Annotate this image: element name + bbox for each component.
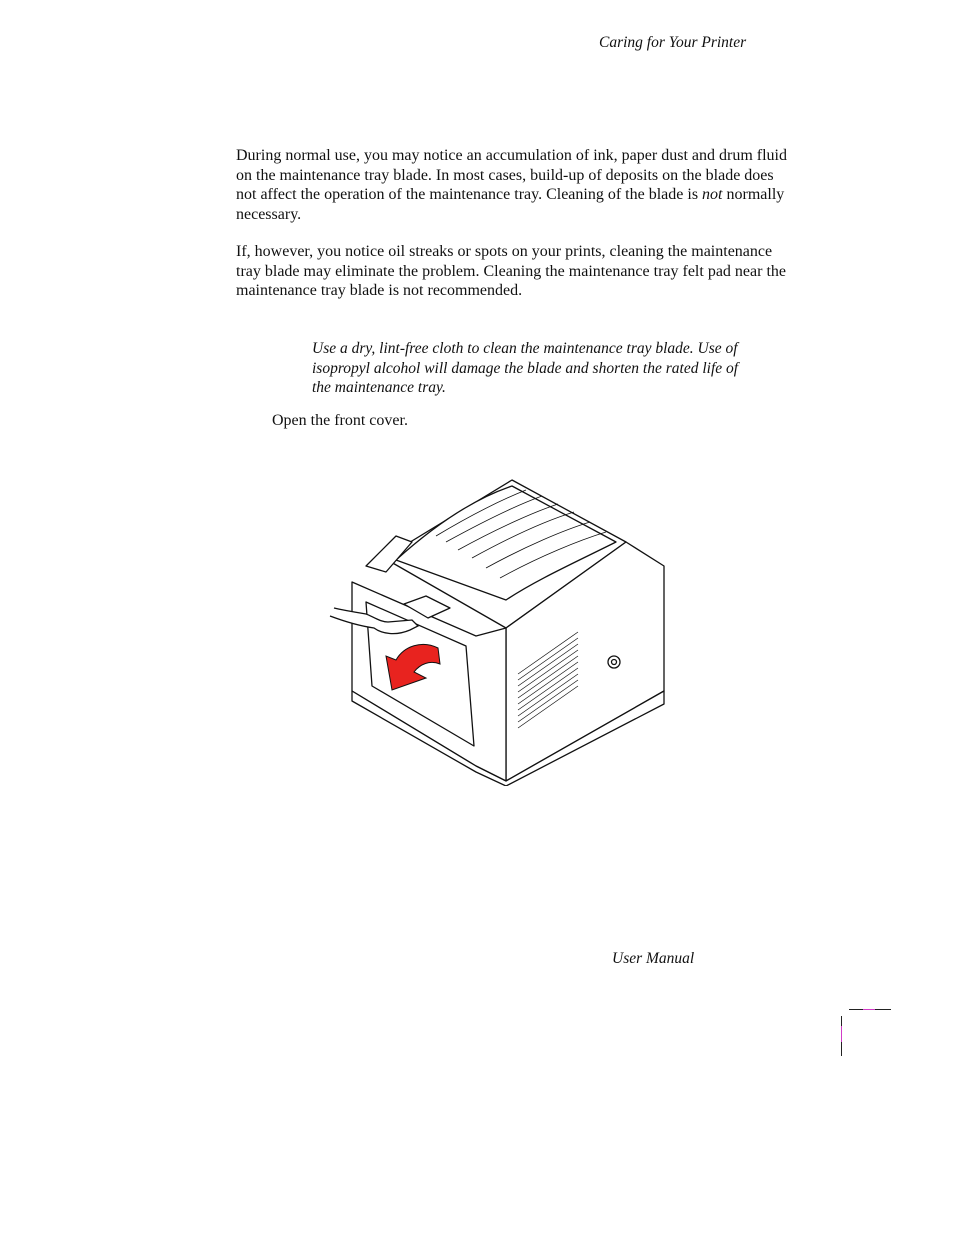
paragraph-text-end: normally necessary. (236, 186, 785, 223)
emphasis-not: not (702, 186, 723, 203)
running-footer: User Manual (612, 950, 695, 967)
paragraph-text: During normal use, you may notice an accumulation of ink, paper dust and drum fluid on the maintenance tray blade. In most cases, build-up of deposits on the blade does not affect the operation of the maintenance tray. Cleaning of the blade is (236, 147, 787, 203)
paragraph-blade-buildup (236, 146, 796, 224)
page-tab-marker-accent (841, 1026, 842, 1042)
printer-front-cover-illustration-icon (326, 476, 666, 786)
page-tab-accent (863, 1009, 875, 1010)
caution-note: Use a dry, lint-free cloth to clean the maintenance tray blade. Use of isopropyl alcohol will damage the blade and shorten the rated life of the maintenance tray. (312, 340, 739, 396)
step-open-front-cover: Open the front cover. (272, 412, 408, 429)
running-header: Caring for Your Printer (599, 34, 747, 51)
paragraph-oil-streaks: If, however, you notice oil streaks or spots on your prints, cleaning the maintenance tray blade may eliminate the problem. Cleaning the maintenance tray felt pad near the maintenance tray blade is not recommended. (236, 243, 786, 299)
printer-illustration (326, 476, 666, 786)
